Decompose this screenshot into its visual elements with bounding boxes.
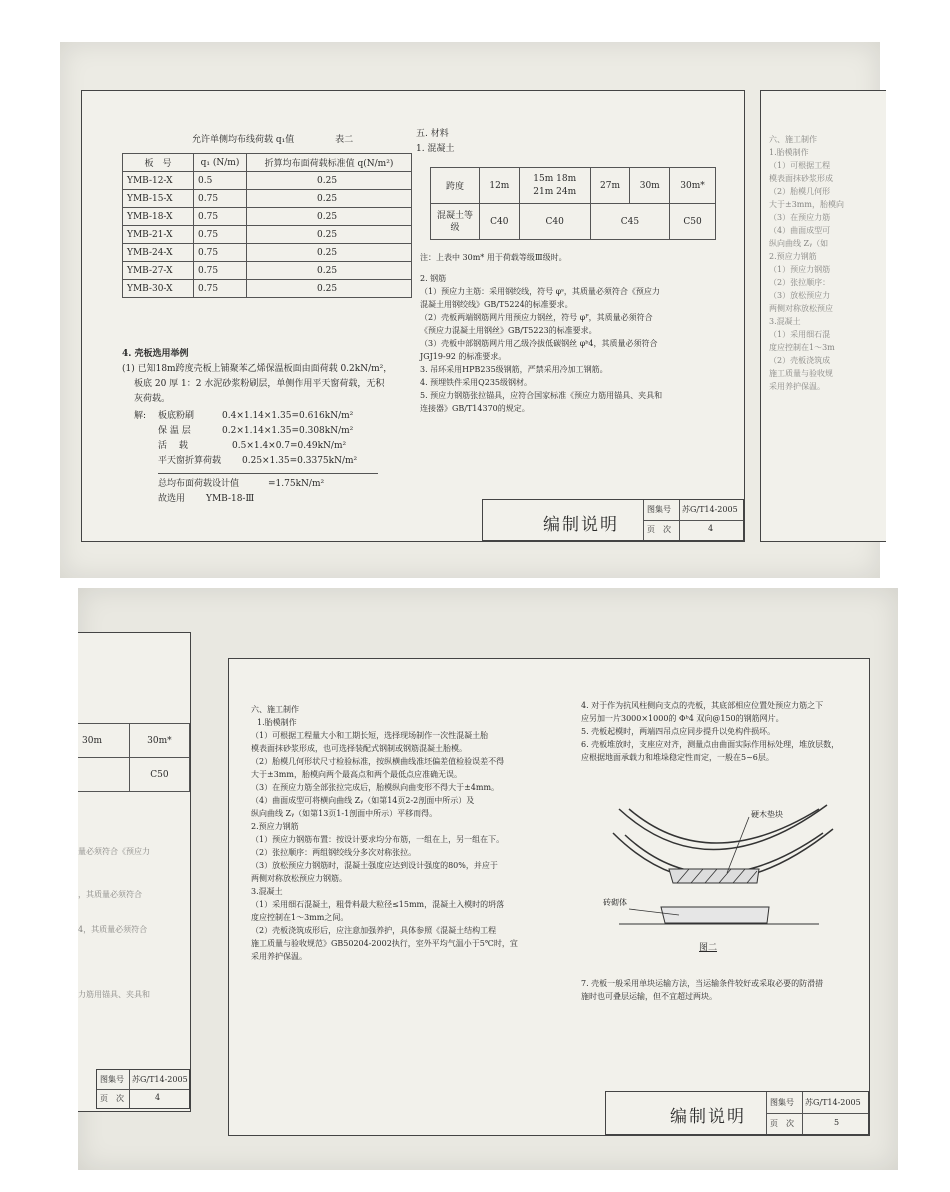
page5-right-bottom [581, 977, 861, 1003]
calc-value: 0.25×1.35=0.3375kN/m² [242, 456, 358, 466]
text-line: 纵向曲线 Zᵧ（如 [769, 239, 829, 248]
table-row [123, 172, 412, 190]
text-line: （2）张拉顺序： [769, 278, 831, 287]
section-heading: 六、施工制作 [251, 705, 299, 714]
text-line: 4. 对于作为抗风柱侧向支点的壳板，其底部相应位置处预应力筋之下 [581, 701, 824, 710]
table2-tag: 表二 [335, 135, 354, 145]
cut-text-column [78, 845, 190, 1001]
span-cell: 30m [78, 724, 129, 758]
sum-rule [158, 473, 378, 474]
table-cell: 0.75 [194, 226, 247, 244]
table-cell: 0.75 [194, 280, 247, 298]
text-line: 纵向曲线 Zᵧ（如第13页1-1剖面中所示）平移而得。 [251, 809, 438, 818]
table-cell: 0.75 [194, 208, 247, 226]
text-line: （1）采用细石混凝土，粗骨料最大粒径≤15mm，混凝土入模时的坍落 [251, 900, 505, 909]
calc-total [134, 477, 434, 492]
text-line: （1）预应力钢筋布置：按设计要求均分布筋，一组在上，另一组在下。 [251, 835, 505, 844]
span-cell: 27m [590, 168, 630, 204]
figure-caption: 图二 [699, 943, 718, 953]
table-row [123, 244, 412, 262]
page-label: 页 次 [100, 1094, 124, 1103]
calc-value: =1.75kN/m² [268, 479, 325, 489]
table2-header: q₁ (N/m) [194, 154, 247, 172]
page-label: 页 次 [647, 525, 671, 534]
text-line: 3. 吊环采用HPB235级钢筋，严禁采用冷加工钢筋。 [420, 365, 608, 374]
calc-value: 0.4×1.14×1.35=0.616kN/m² [222, 411, 354, 421]
table-row [123, 262, 412, 280]
atlas-label: 图集号 [100, 1075, 124, 1084]
grade-cell: C45 [590, 204, 669, 240]
text-line: （3）放松预应力 [769, 291, 831, 300]
text-line: （1）可根据工程量大小和工期长短，选择现场制作一次性混凝土胎 [251, 731, 489, 740]
text-line: 应另加一片3000×1000的 Φᵇ4 双向@150的钢筋网片。 [581, 714, 784, 723]
table-cell: YMB-27-X [123, 262, 194, 280]
text-line: （3）壳板中部钢筋网片用乙级冷拔低碳钢丝 φᵇ4，其质量必须符合 [420, 339, 658, 348]
example-calc [134, 409, 434, 507]
table-cell: 0.25 [247, 280, 412, 298]
span-cell [519, 168, 590, 204]
text-line: 施工质量与验收规 [769, 369, 833, 378]
text-line: 量必须符合《预应力 [78, 847, 150, 856]
table-cell: 0.75 [194, 262, 247, 280]
grade-label: 混凝土等级 [431, 204, 480, 240]
example-intro: 灰荷载。 [134, 394, 171, 404]
title-block-title: 编制说明 [670, 1107, 746, 1127]
concrete-heading: 1. 混凝土 [416, 144, 455, 154]
text-line: 4，其质量必须符合 [78, 925, 148, 934]
materials-text [420, 251, 730, 415]
text-line: （2）张拉顺序：两组钢绞线分多次对称张拉。 [251, 848, 417, 857]
calc-line [134, 409, 434, 424]
table2-title: 允许单侧均布线荷载 q₁值 表二 [192, 135, 354, 145]
scan-bottom-spread [78, 588, 898, 1170]
page5-left-column [251, 703, 563, 963]
table-cell: 0.25 [247, 208, 412, 226]
materials-section [416, 127, 716, 157]
calc-solve: 解: [134, 411, 147, 421]
calc-label: 保 温 层 [158, 426, 191, 436]
table-cell: 0.25 [247, 244, 412, 262]
table-row [431, 204, 716, 240]
subsection-heading: 1.胎模制作 [257, 718, 297, 727]
text-line: （2）胎模几何形状尺寸检验标准，按纵横曲线准坯偏差值检验误差不得 [251, 757, 505, 766]
page-4-sheet [81, 90, 745, 542]
table-cell: 0.75 [194, 190, 247, 208]
table-row [123, 226, 412, 244]
text-line: 大于±3mm，胎模向 [769, 200, 844, 209]
grade-cell: C40 [480, 204, 520, 240]
text-line: 采用养护保温。 [769, 382, 825, 391]
text-line: 度应控制在1～3m [769, 343, 835, 352]
title-block-divider [643, 520, 743, 521]
page-5-sheet [228, 658, 870, 1136]
title-block-divider [129, 1070, 130, 1108]
table-row [123, 280, 412, 298]
calc-label: 总均布面荷载设计值 [158, 479, 240, 489]
text-line: （1）预应力主筋：采用钢绞线，符号 φˢ，其质量必须符合《预应力 [420, 287, 660, 296]
concrete-note: 注：上表中 30m* 用于荷载等级Ⅲ级时。 [420, 253, 567, 262]
span-cell: 30m* [129, 724, 189, 758]
calc-label: 活 载 [158, 441, 188, 451]
span-label: 跨度 [431, 168, 480, 204]
table-row [78, 758, 190, 792]
calc-label: 平天窗折算荷载 [158, 456, 222, 466]
span-text: 15m 18m [533, 173, 577, 184]
text-line: 3.混凝土 [769, 317, 801, 326]
text-line: 六、施工制作 [769, 135, 817, 144]
calc-label: 故选用 [158, 494, 186, 504]
atlas-value: 苏G/T14-2005 [682, 505, 738, 514]
atlas-value: 苏G/T14-2005 [132, 1075, 188, 1084]
table-cell: 0.25 [247, 172, 412, 190]
atlas-value: 苏G/T14-2005 [805, 1098, 861, 1107]
title-block-divider [766, 1113, 868, 1114]
subsection-heading: 3.混凝土 [251, 887, 283, 896]
text-line: 施时也可叠层运输，但不宜超过两块。 [581, 992, 717, 1001]
span-cell: 12m [480, 168, 520, 204]
atlas-label: 图集号 [647, 505, 671, 514]
text-line: （1）预应力钢筋 [769, 265, 831, 274]
label-wood-block: 硬木垫块 [751, 810, 783, 819]
text-line: （2）胎模几何形 [769, 187, 831, 196]
cut-concrete-table [78, 723, 190, 792]
text-line: （2）壳板浇筑成形后，应注意加强养护，具体参照《混凝土结构工程 [251, 926, 497, 935]
text-line: （4）曲面成型可 [769, 226, 831, 235]
text-line: （1）可根据工程 [769, 161, 831, 170]
table-cell: YMB-24-X [123, 244, 194, 262]
table-cell: 0.25 [247, 190, 412, 208]
text-line: 连接器》GB/T14370的规定。 [420, 404, 530, 413]
text-line: 力筋用锚具、夹具和 [78, 990, 150, 999]
text-line: 度应控制在1～3mm之间。 [251, 913, 349, 922]
text-line: （4）曲面成型可将横向曲线 Zᵧ（如第14页2-2剖面中所示）及 [251, 796, 475, 805]
label-brick: 砖砌体 [603, 898, 627, 907]
text-line: （3）放松预应力钢筋时，混凝土强度应达到设计强度的80%，并应于 [251, 861, 498, 870]
calc-choose [134, 492, 434, 507]
text-line: 1.胎模制作 [769, 148, 809, 157]
page-5-partial [760, 90, 886, 542]
title-block-title: 编制说明 [543, 515, 619, 535]
text-line: 采用养护保温。 [251, 952, 307, 961]
figure-2-stacking-diagram [599, 787, 839, 937]
table2-header: 板 号 [123, 154, 194, 172]
example-section [122, 347, 422, 407]
title-block-divider [679, 500, 680, 540]
page-label: 页 次 [770, 1119, 794, 1128]
grade-cell-empty [78, 758, 129, 792]
title-block [605, 1091, 869, 1135]
page-value: 5 [834, 1118, 840, 1127]
text-line: ，其质量必须符合 [78, 890, 142, 899]
text-line: （3）在预应力筋 [769, 213, 831, 222]
shell-upper-inner [629, 809, 819, 843]
text-line: 4. 预埋铁件采用Q235级钢材。 [420, 378, 533, 387]
table-row [78, 724, 190, 758]
text-line: 模表面抹砂浆形成 [769, 174, 833, 183]
text-line: 6. 壳板堆放时，支座应对齐，测量点由曲面实际作用标处理，堆放层数， [581, 740, 840, 749]
grade-cell: C50 [129, 758, 189, 792]
table2 [122, 153, 412, 298]
text-line: 两侧对称放松预应 [769, 304, 833, 313]
text-line: （1）采用细石混 [769, 330, 831, 339]
example-intro: (1) 已知18m跨度壳板上铺聚苯乙烯保温板面由面荷载 0.2kN/m²， [122, 364, 393, 374]
text-line: （2）壳板两端钢筋网片用预应力钢丝，符号 φᴾ，其质量必须符合 [420, 313, 653, 322]
text-line: 混凝土用钢绞线》GB/T5224的标准要求。 [420, 300, 573, 309]
grade-cell: C50 [670, 204, 716, 240]
title-block-partial [96, 1069, 190, 1109]
text-line: 大于±3mm，胎模向两个最高点和两个最低点应准确无误。 [251, 770, 462, 779]
table-cell: YMB-12-X [123, 172, 194, 190]
calc-label: 板底粉刷 [158, 411, 195, 421]
text-line: （2）壳板浇筑成 [769, 356, 831, 365]
text-line: 《预应力混凝土用钢丝》GB/T5223的标准要求。 [420, 326, 597, 335]
table-cell: 0.5 [194, 172, 247, 190]
calc-line [134, 454, 434, 469]
example-heading: 4. 壳板选用举例 [122, 349, 189, 359]
table-cell: YMB-21-X [123, 226, 194, 244]
table-cell: 0.25 [247, 226, 412, 244]
text-line: 模表面抹砂浆形成，也可选择装配式钢制或钢筋混凝土胎模。 [251, 744, 467, 753]
page5-right-column [581, 699, 861, 764]
page-value: 4 [155, 1093, 161, 1102]
table2-header: 折算均布面荷载标准值 q(N/m²) [247, 154, 412, 172]
materials-heading: 五. 材料 [416, 129, 449, 139]
span-cell: 30m [630, 168, 670, 204]
text-line: 施工质量与验收规范》GB50204-2002执行，室外平均气温小于5℃时，宜 [251, 939, 518, 948]
steel-heading: 2. 钢筋 [420, 274, 447, 283]
cut-text-column [769, 133, 885, 393]
grade-cell: C40 [519, 204, 590, 240]
calc-value: 0.2×1.14×1.35=0.308kN/m² [222, 426, 354, 436]
text-line: 两侧对称放松预应力钢筋。 [251, 874, 347, 883]
calc-value: YMB-18-Ⅲ [206, 494, 255, 504]
scan-top-spread [60, 42, 880, 578]
calc-line [134, 439, 434, 454]
page-value: 4 [708, 524, 714, 533]
table-cell: 0.25 [247, 262, 412, 280]
table-row [431, 168, 716, 204]
table-cell: YMB-18-X [123, 208, 194, 226]
title-block [482, 499, 744, 541]
title-block-divider [97, 1089, 189, 1090]
calc-line [134, 424, 434, 439]
table-cell: YMB-15-X [123, 190, 194, 208]
table2-header-row [123, 154, 412, 172]
table-cell: YMB-30-X [123, 280, 194, 298]
span-text: 21m 24m [533, 186, 577, 197]
shell-lower-inner [625, 833, 823, 874]
table-cell: 0.75 [194, 244, 247, 262]
table-row [123, 208, 412, 226]
text-line: 5. 预应力钢筋张拉锚具，应符合国家标准《预应力筋用锚具、夹具和 [420, 391, 663, 400]
text-line: 2.预应力钢筋 [769, 252, 817, 261]
text-line: JGJ19-92 的标准要求。 [420, 352, 507, 361]
text-line: （3）在预应力筋全部张拉完成后，胎模纵向曲变形不得大于±4mm。 [251, 783, 500, 792]
span-cell: 30m* [670, 168, 716, 204]
title-block-divider [802, 1092, 803, 1134]
text-line: 5. 壳板起模时，两端四吊点应同步提升以免构件损坏。 [581, 727, 776, 736]
table-row [123, 190, 412, 208]
text-line: 应根据地面承载力和堆垛稳定性而定，一般在5~6层。 [581, 753, 774, 762]
atlas-label: 图集号 [770, 1098, 794, 1107]
example-intro: 板底 20 厚 1：2 水泥砂浆粉刷层，单侧作用平天窗荷载，无积 [134, 379, 385, 389]
calc-value: 0.5×1.4×0.7=0.49kN/m² [232, 441, 347, 451]
page-4-partial [78, 632, 191, 1112]
concrete-table [430, 167, 716, 240]
text-line: 7. 壳板一般采用单块运输方法，当运输条件较好或采取必要的防滑措 [581, 979, 824, 988]
subsection-heading: 2.预应力钢筋 [251, 822, 299, 831]
